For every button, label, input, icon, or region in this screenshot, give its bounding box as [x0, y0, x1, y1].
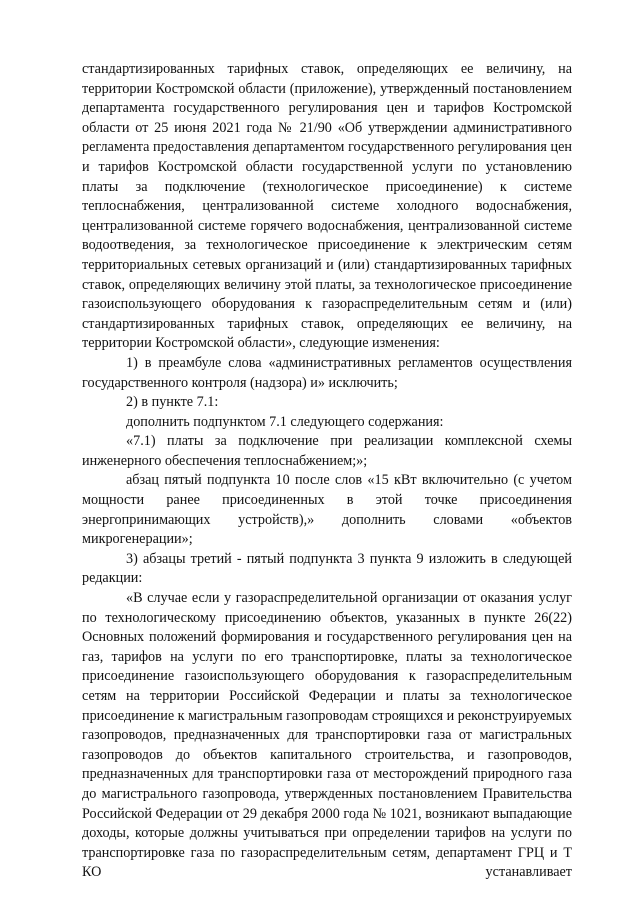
paragraph-item-3: 3) абзацы третий - пятый подпункта 3 пункта 9 изложить в следующей редакции:: [82, 550, 572, 587]
paragraph-regulation-title-continuation: стандартизированных тарифных ставок, определяющих ее величину, на территории Костромской области (приложение), утвержденный постановлением департамента государственного регулирования цен и тарифов Костромской области от 25 июня 2021 года № 21/90 «Об утверждении административного регламента предоставления департаментом государственного регулирования цен и тарифов Костромской области государственной услуги по установлению платы за подключение (технологическое присоединение) к системе теплоснабжения, централизованной системе холодного водоснабжения, централизованной системе горячего водоснабжения, централизованной системе водоотведения, за технологическое присоединение к электрическим сетям территориальных сетевых организаций и (или) стандартизированных тарифных ставок, определяющих величину этой платы, за технологическое присоединение газоиспользующего оборудования к газораспределительным сетям и (или) стандартизированных тарифных ставок, определяющих ее величину, на территории Костромской области», следующие изменения:: [82, 61, 572, 352]
paragraph-add-subclause: дополнить подпунктом 7.1 следующего содержания:: [126, 413, 444, 430]
paragraph-subclause-7-1: «7.1) платы за подключение при реализации комплексной схемы инженерного обеспечения теплоснабжением;»;: [82, 433, 572, 469]
paragraph-subclause-10-amendment: абзац пятый подпункта 10 после слов «15 кВт включительно (с учетом мощности ранее присоединенных в этой точке присоединения энергопринимающих устройств),» дополнить словами «объектов микрогенерации»;: [82, 472, 572, 548]
paragraph-item-1: 1) в преамбуле слова «административных регламентов осуществления государственного контроля (надзора) и» исключить;: [82, 354, 572, 391]
paragraph-new-wording: «В случае если у газораспределительной организации от оказания услуг по технологическому присоединению объектов, указанных в пункте 26(22) Основных положений формирования и государственного регулирования цен на газ, тарифов на услуги по его транспортировке, платы за технологическое присоединение газоиспользующего оборудования к газораспределительным сетям на территории Российской Федерации и платы за технологическое присоединение к магистральным газопроводам строящихся и реконструируемых газопроводов, предназначенных для транспортировки газа от магистральных газопроводов до объектов капитального строительства, и газопроводов, предназначенных для транспортировки газа от месторождений природного газа до магистрального газопровода, утвержденных постановлением Правительства Российской Федерации от 29 декабря 2000 года № 1021, возникают выпадающие доходы, которые должны учитываться при определении тарифов на услуги по транспортировке газа по газораспределительным сетям, департамент ГРЦ и Т КО устанавливает: [82, 590, 572, 881]
document-page: [82, 60, 572, 883]
paragraph-item-2: 2) в пункте 7.1:: [126, 394, 219, 411]
